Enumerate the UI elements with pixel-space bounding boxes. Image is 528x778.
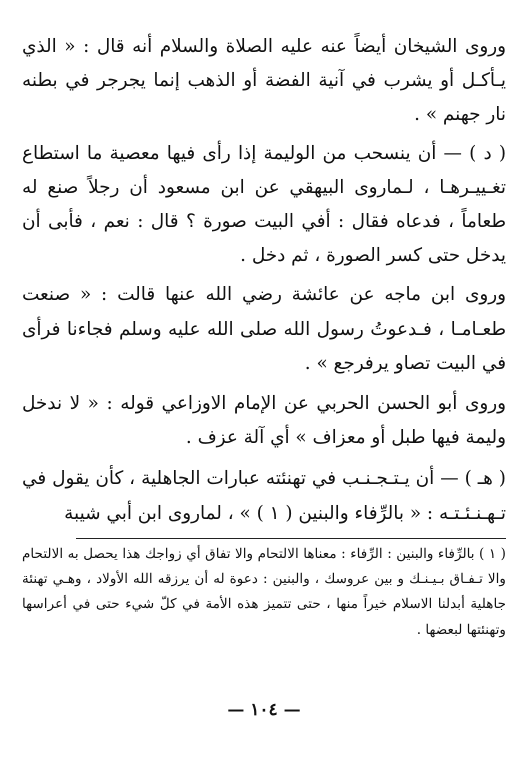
paragraph-gold-silver-vessels: وروى الشيخان أيضاً عنه عليه الصلاة والسلام أنه قال : « الذي يـأكـل أو يشرب في آنية الفضة أو الذهب إنما يجرجر في بطنه نار جهنم » . bbox=[22, 36, 506, 126]
paragraph-congratulation: ( هـ ) — أن يـتـجـنـب في تهنئته عبارات الجاهلية ، كأن يقول في تـهـنـئـتـه : « بالرِّفاء والبنين ( ١ ) » ، لماروى ابن أبي شيبة bbox=[22, 468, 506, 524]
footnote: ( ١ ) بالرِّفاء والبنين : الرِّفاء : معناها الالتحام والا تفاق أي زواجك هذا يحصل به الالتحام والا تـفـاق بـيـنـك و بين عروسك ، والبنين : دعوة له أن يرزقه الله الأولاد ، وهـي تهنئة جاهلية أبدلنا الاسلام خيراً منها ، حتى تتميز هذه الأمة في كلّ شيء حتى في أعراسها وتهنئتها لبعضها . bbox=[22, 546, 506, 638]
main-text bbox=[22, 30, 506, 531]
footnote-divider bbox=[76, 538, 506, 539]
page-number: — ١٠٤ — bbox=[227, 700, 301, 720]
paragraph-leave-banquet: ( د ) — أن ينسحب من الوليمة إذا رأى فيها معصية ما استطاع تغـييـرهـا ، لـماروى البيهقي عن ابن مسعود أن رجلاً صنع له طعاماً ، فدعاه فقال : أفي البيت صورة ؟ قال : نعم ، فأبى أن يدخل حتى كسر الصورة ، ثم دخل . bbox=[22, 142, 506, 267]
paragraph-awzai-narration: وروى أبو الحسن الحربي عن الإمام الاوزاعي قوله : « لا ندخل وليمة فيها طبل أو معزاف » أي آلة عزف . bbox=[22, 393, 506, 449]
paragraph-aisha-narration: وروى ابن ماجه عن عائشة رضي الله عنها قالت : « صنعت طعـامـا ، فـدعوتُ رسول الله صلى الله عليه وسلم فجاءنا فرأى في البيت تصاو يرفرجع » . bbox=[22, 284, 506, 374]
